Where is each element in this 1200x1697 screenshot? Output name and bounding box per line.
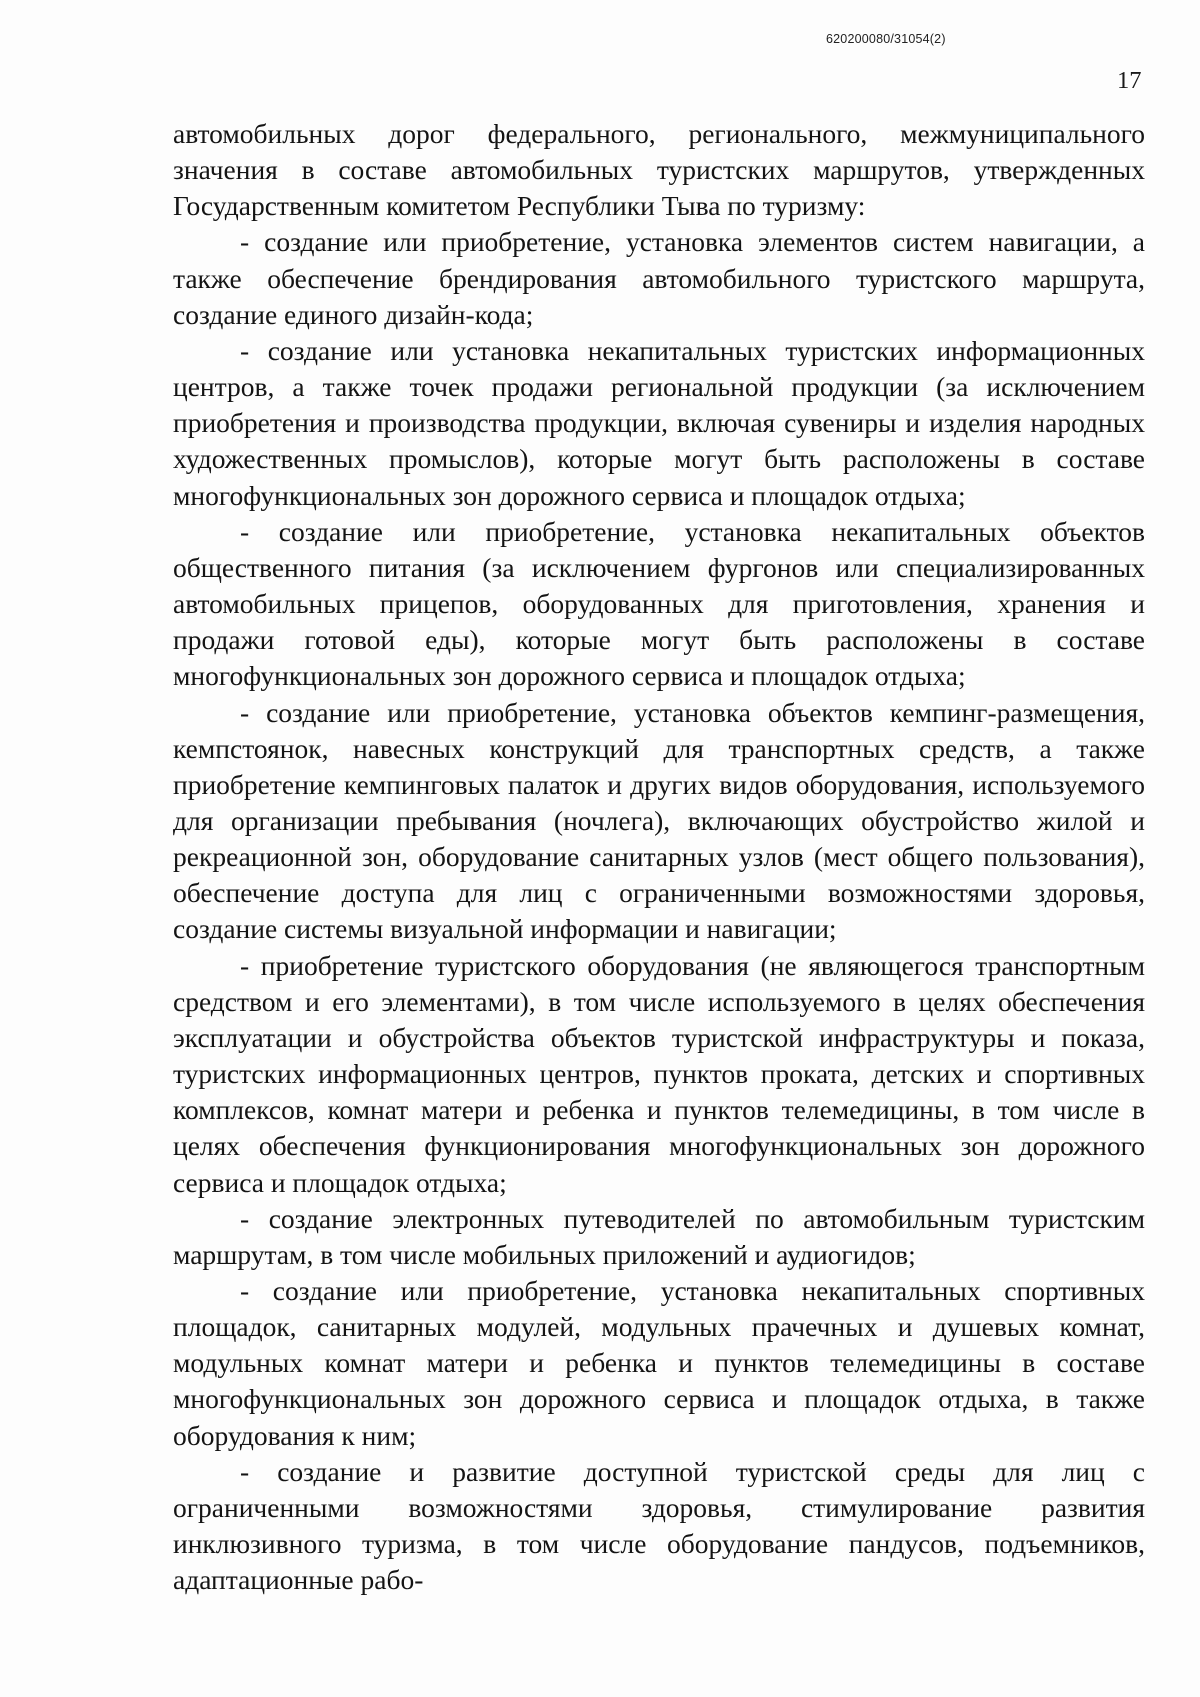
list-item-equipment: - приобретение туристского оборудования (не являющегося транспортным средством и его элементами), в том числе используемого в целях обеспечения эксплуатации и обустройства объектов туристской инфраструктуры и показа, туристских информационных центров, пунктов проката, детских и спортивных комплексов, комнат матери и ребенка и пунктов телемедицины, в том числе в целях обеспечения функционирования многофункциональных зон дорожного сервиса и площадок отдыха; (173, 949, 1145, 1198)
list-item-e-guides: - создание электронных путеводителей по автомобильным туристским маршрутам, в том числе мобильных приложений и аудиогидов; (173, 1202, 1145, 1270)
page-number: 17 (1117, 67, 1142, 94)
list-item-camping: - создание или приобретение, установка объектов кемпинг-размещения, кемпстоянок, навесных конструкций для транспортных средств, а также приобретение кемпинговых палаток и других видов оборудования, используемого для организации пребывания (ночлега), включающих обустройство жилой и рекреационной зон, оборудование санитарных узлов (мест общего пользования), обеспечение доступа для лиц с ограниченными возможностями здоровья, создание системы визуальной информации и навигации; (173, 696, 1145, 945)
paragraph-continuation: автомобильных дорог федерального, регионального, межмуниципального значения в составе автомобильных туристских маршрутов, утвержденных Государственным комитетом Республики Тыва по туризму: (173, 118, 1145, 222)
list-item-catering: - создание или приобретение, установка некапитальных объектов общественного питания (за исключением фургонов или специализированных автомобильных прицепов, оборудованных для приготовления, хранения и продажи готовой еды), которые могут быть расположены в составе многофункциональных зон дорожного сервиса и площадок отдыха; (173, 515, 1145, 692)
document-body (173, 116, 1145, 1598)
list-item-navigation: - создание или приобретение, установка элементов систем навигации, а также обеспечение брендирования автомобильного туристского маршрута, создание единого дизайн-кода; (173, 226, 1145, 330)
list-item-sport-modules: - создание или приобретение, установка некапитальных спортивных площадок, санитарных модулей, модульных прачечных и душевых комнат, модульных комнат матери и ребенка и пунктов телемедицины в составе многофункциональных зон дорожного сервиса и площадок отдыха, в также оборудования к ним; (173, 1275, 1145, 1451)
list-item-info-centers: - создание или установка некапитальных туристских информационных центров, а также точек продажи региональной продукции (за исключением приобретения и производства продукции, включая сувениры и изделия народных художественных промыслов), которые могут быть расположены в составе многофункциональных зон дорожного сервиса и площадок отдыха; (173, 334, 1145, 511)
list-item-accessibility: - создание и развитие доступной туристской среды для лиц с ограниченными возможностями здоровья, стимулирование развития инклюзивного туризма, в том числе оборудование пандусов, подъемников, адаптационные рабо- (173, 1455, 1145, 1596)
document-id: 620200080/31054(2) (826, 32, 946, 46)
